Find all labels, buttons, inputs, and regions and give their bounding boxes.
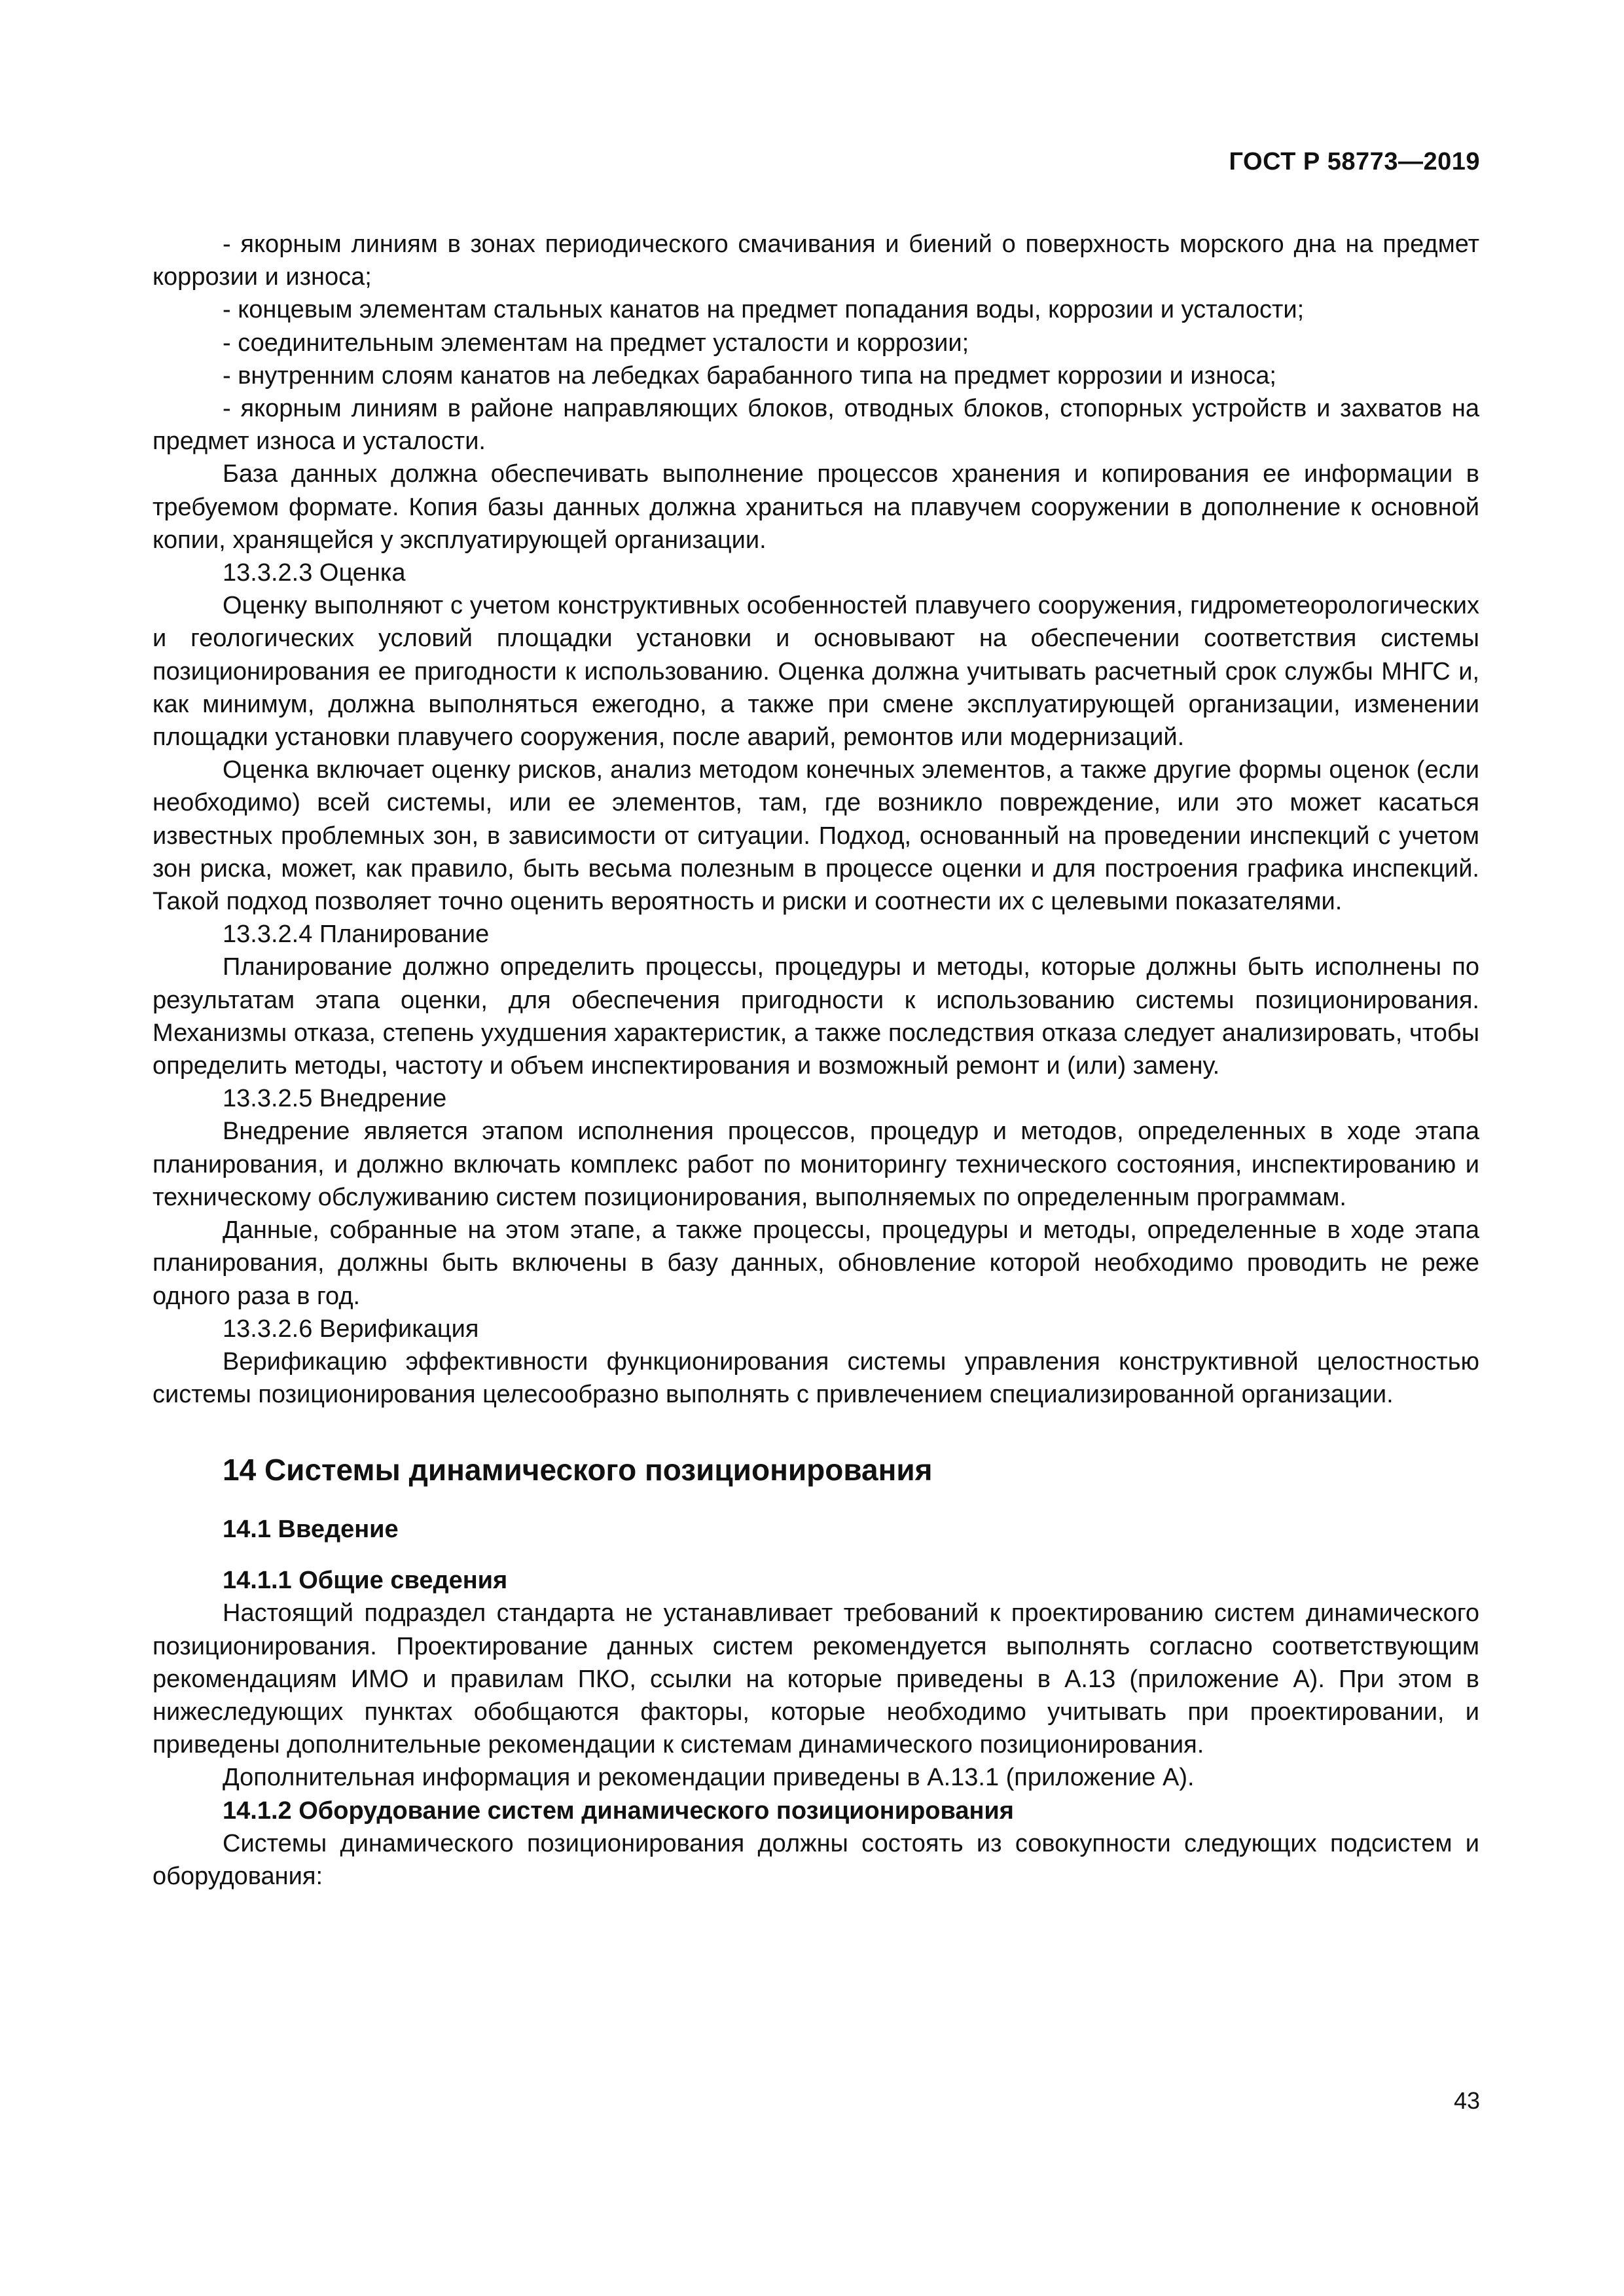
section-title: 14 Системы динамического позиционирования: [223, 1453, 933, 1487]
list-item: - концевым элементам стальных канатов на предмет попадания воды, коррозии и усталости;: [223, 296, 1305, 324]
list-item: - якорным линиям в районе направляющих блоков, отводных блоков, стопорных устройств и захватов на предмет износа и усталости.: [153, 395, 1479, 456]
paragraph: Системы динамического позиционирования должны состоять из совокупности следующих подсистем и оборудования:: [153, 1829, 1479, 1890]
paragraph: Планирование должно определить процессы, процедуры и методы, которые должны быть исполнены по результатам этапа оценки, для обеспечения пригодности к использованию системы позиционирования. Механизмы отказа, степень ухудшения характеристик, а также последствия отказа следует анализировать, чтобы определить методы, частоту и объем инспектирования и возможный ремонт и (или) замену.: [153, 953, 1479, 1080]
list-item: - соединительным элементам на предмет усталости и коррозии;: [223, 329, 969, 357]
paragraph: База данных должна обеспечивать выполнение процессов хранения и копирования ее информации в требуемом формате. Копия базы данных должна храниться на плавучем сооружении в дополнение к основной копии, хранящейся у эксплуатирующей организации.: [153, 460, 1479, 554]
page-number: 43: [1453, 2087, 1480, 2114]
paragraph: Оценку выполняют с учетом конструктивных особенностей плавучего сооружения, гидрометеорологических и геологических условий площадки установки и основывают на обеспечении соответствия системы позиционирования ее пригодности к использованию. Оценка должна учитывать расчетный срок службы МНГС и, как минимум, должна выполняться ежегодно, а также при смене эксплуатирующей организации, изменении площадки установки плавучего сооружения, после аварий, ремонтов или модернизаций.: [153, 592, 1479, 752]
subsection-title: 14.1.2 Оборудование систем динамического позиционирования: [223, 1796, 1014, 1825]
clause-heading: 13.3.2.6 Верификация: [223, 1315, 479, 1343]
subsection-title: 14.1.1 Общие сведения: [223, 1567, 508, 1595]
page-body: [153, 228, 1479, 1893]
clause-heading: 13.3.2.5 Внедрение: [223, 1085, 447, 1113]
list-item: - якорным линиям в зонах периодического смачивания и биений о поверхность морского дна на предмет коррозии и износа;: [153, 230, 1479, 291]
list-item: - внутренним слоям канатов на лебедках барабанного типа на предмет коррозии и износа;: [223, 361, 1276, 390]
paragraph: Внедрение является этапом исполнения процессов, процедур и методов, определенных в ходе этапа планирования, и должно включать комплекс работ по мониторингу технического состояния, инспектированию и техническому обслуживанию систем позиционирования, выполняемых по определенным программам.: [153, 1118, 1479, 1211]
document-code: ГОСТ Р 58773—2019: [1229, 148, 1480, 175]
paragraph: Верификацию эффективности функционирования системы управления конструктивной целостностью системы позиционирования целесообразно выполнять с привлечением специализированной организации.: [153, 1347, 1479, 1409]
paragraph: Оценка включает оценку рисков, анализ методом конечных элементов, а также другие формы оценок (если необходимо) всей системы, или ее элементов, там, где возникло повреждение, или это может касаться известных проблемных зон, в зависимости от ситуации. Подход, основанный на проведении инспекций с учетом зон риска, может, как правило, быть весьма полезным в процессе оценки и для построения графика инспекций. Такой подход позволяет точно оценить вероятность и риски и соотнести их с целевыми показателями.: [153, 756, 1479, 916]
clause-heading: 13.3.2.3 Оценка: [223, 559, 406, 587]
paragraph: Настоящий подраздел стандарта не устанавливает требований к проектированию систем динамического позиционирования. Проектирование данных систем рекомендуется выполнять согласно соответствующим рекомендациям ИМО и правилам ПКО, ссылки на которые приведены в А.13 (приложение А). При этом в нижеследующих пунктах обобщаются факторы, которые необходимо учитывать при проектировании, и приведены дополнительные рекомендации к системам динамического позиционирования.: [153, 1599, 1479, 1759]
paragraph: Дополнительная информация и рекомендации приведены в А.13.1 (приложение А).: [223, 1764, 1195, 1792]
subsection-title: 14.1 Введение: [223, 1516, 399, 1544]
clause-heading: 13.3.2.4 Планирование: [223, 920, 490, 949]
paragraph: Данные, собранные на этом этапе, а также процессы, процедуры и методы, определенные в ходе этапа планирования, должны быть включены в базу данных, обновление которой необходимо проводить не реже одного раза в год.: [153, 1216, 1479, 1310]
